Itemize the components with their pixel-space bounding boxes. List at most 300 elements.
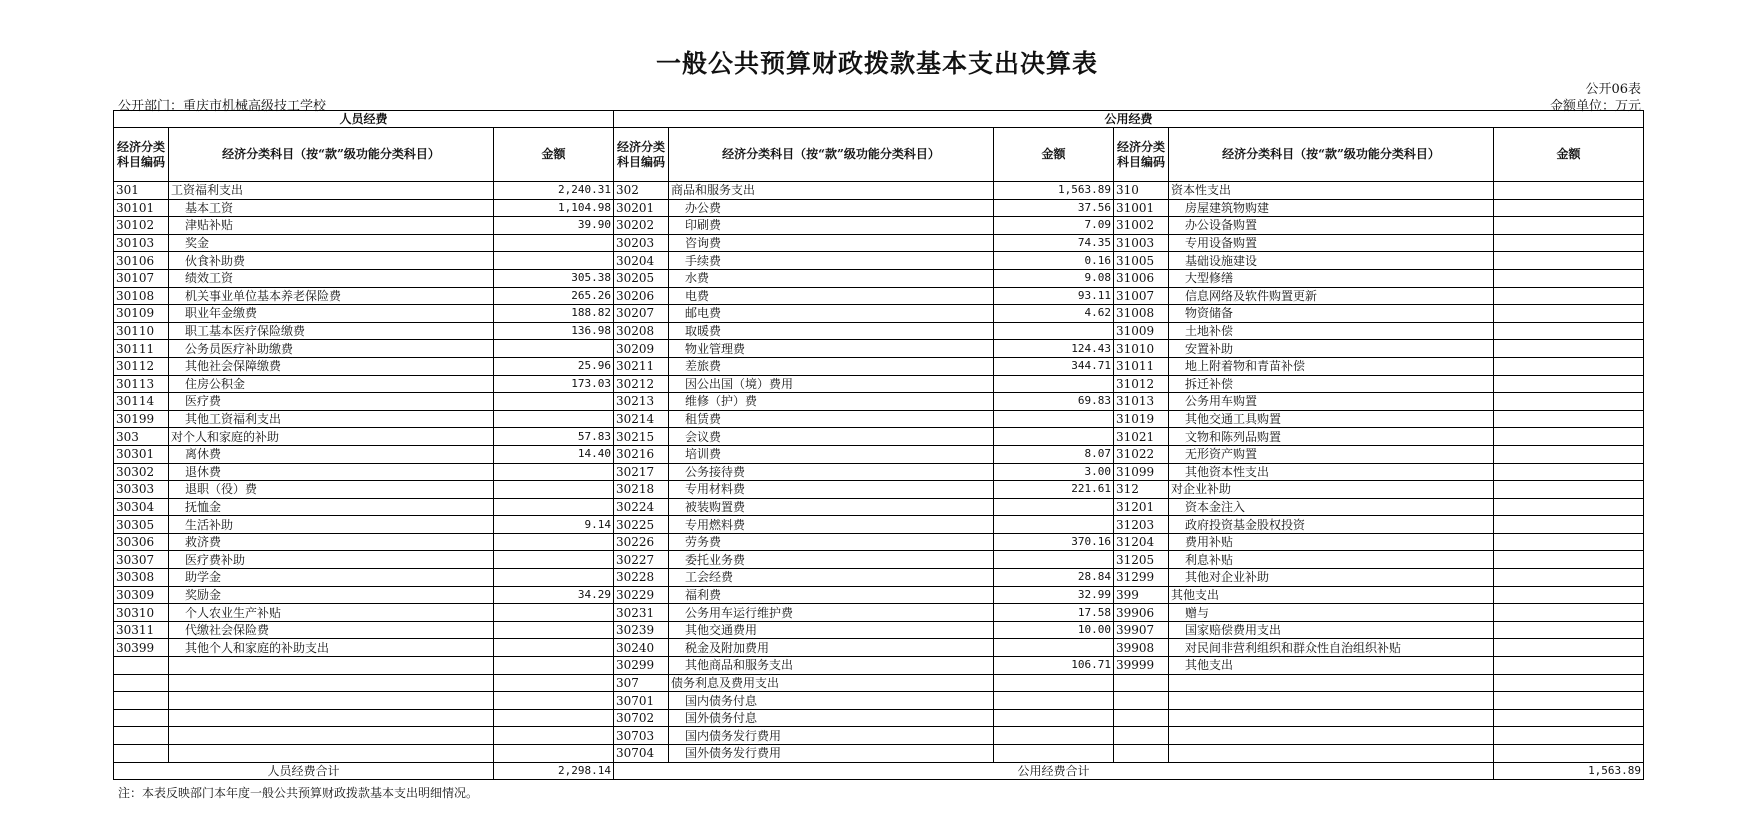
cell-name: 基础设施建设 — [1169, 252, 1494, 270]
cell-name — [169, 674, 494, 692]
cell-code: 30311 — [114, 621, 169, 639]
cell-name: 无形资产购置 — [1169, 445, 1494, 463]
cell-name: 劳务费 — [669, 533, 994, 551]
cell-name: 对民间非营利组织和群众性自治组织补贴 — [1169, 639, 1494, 657]
table-row — [114, 533, 1644, 551]
cell-code: 307 — [614, 674, 669, 692]
cell-amount — [1494, 199, 1644, 217]
cell-amount — [994, 498, 1114, 516]
cell-name — [1169, 727, 1494, 745]
cell-amount — [1494, 604, 1644, 622]
table-row — [114, 727, 1644, 745]
table-row — [114, 586, 1644, 604]
cell-amount — [494, 393, 614, 411]
cell-amount — [1494, 252, 1644, 270]
cell-code — [114, 674, 169, 692]
cell-amount — [494, 498, 614, 516]
cell-amount — [1494, 569, 1644, 587]
cell-code: 30216 — [614, 445, 669, 463]
cell-amount: 57.83 — [494, 428, 614, 446]
cell-amount — [1494, 269, 1644, 287]
cell-code — [114, 657, 169, 675]
table-row — [114, 745, 1644, 763]
cell-code: 30201 — [614, 199, 669, 217]
cell-amount — [994, 375, 1114, 393]
cell-amount — [1494, 393, 1644, 411]
cell-code — [1114, 709, 1169, 727]
cell-name: 其他资本性支出 — [1169, 463, 1494, 481]
cell-code: 30399 — [114, 639, 169, 657]
cell-name: 抚恤金 — [169, 498, 494, 516]
cell-amount: 14.40 — [494, 445, 614, 463]
cell-name: 地上附着物和青苗补偿 — [1169, 357, 1494, 375]
cell-amount — [994, 428, 1114, 446]
cell-code: 31012 — [1114, 375, 1169, 393]
cell-name: 国家赔偿费用支出 — [1169, 621, 1494, 639]
table-row — [114, 199, 1644, 217]
cell-name: 退职（役）费 — [169, 481, 494, 499]
cell-name: 公务接待费 — [669, 463, 994, 481]
cell-code: 30212 — [614, 375, 669, 393]
cell-name: 公务用车运行维护费 — [669, 604, 994, 622]
cell-name: 津贴补贴 — [169, 217, 494, 235]
cell-name: 税金及附加费用 — [669, 639, 994, 657]
table-code-label: 公开06表 — [1585, 82, 1641, 97]
cell-amount — [494, 252, 614, 270]
cell-name: 安置补助 — [1169, 340, 1494, 358]
table-row — [114, 252, 1644, 270]
cell-name: 救济费 — [169, 533, 494, 551]
cell-code: 31099 — [1114, 463, 1169, 481]
group-header-public: 公用经费 — [614, 111, 1644, 128]
cell-name: 差旅费 — [669, 357, 994, 375]
cell-amount — [1494, 428, 1644, 446]
cell-name: 工会经费 — [669, 569, 994, 587]
cell-code: 30107 — [114, 269, 169, 287]
cell-name: 专用材料费 — [669, 481, 994, 499]
cell-name: 绩效工资 — [169, 269, 494, 287]
cell-amount — [1494, 357, 1644, 375]
cell-name: 奖励金 — [169, 586, 494, 604]
cell-code: 30199 — [114, 410, 169, 428]
cell-amount — [494, 709, 614, 727]
col-header-name: 经济分类科目（按“款”级功能分类科目） — [1169, 128, 1494, 182]
cell-code: 30307 — [114, 551, 169, 569]
cell-code: 31003 — [1114, 234, 1169, 252]
cell-name: 取暖费 — [669, 322, 994, 340]
cell-amount — [1494, 498, 1644, 516]
cell-code: 310 — [1114, 182, 1169, 200]
cell-amount — [1494, 305, 1644, 323]
cell-amount — [994, 639, 1114, 657]
cell-amount — [994, 674, 1114, 692]
cell-name: 国内债务发行费用 — [669, 727, 994, 745]
cell-code: 30204 — [614, 252, 669, 270]
cell-amount: 1,563.89 — [994, 182, 1114, 200]
cell-code: 31201 — [1114, 498, 1169, 516]
total-public-value: 1,563.89 — [1494, 762, 1644, 780]
cell-code: 30101 — [114, 199, 169, 217]
cell-amount — [494, 410, 614, 428]
department-label: 公开部门：重庆市机械高级技工学校 — [118, 99, 327, 114]
cell-name: 债务利息及费用支出 — [669, 674, 994, 692]
cell-name: 其他工资福利支出 — [169, 410, 494, 428]
cell-amount — [1494, 445, 1644, 463]
cell-code: 31007 — [1114, 287, 1169, 305]
cell-name: 奖金 — [169, 234, 494, 252]
total-personnel-value: 2,298.14 — [494, 762, 614, 780]
cell-code: 30225 — [614, 516, 669, 534]
col-header-code: 经济分类科目编码 — [114, 128, 169, 182]
cell-code: 30110 — [114, 322, 169, 340]
cell-name: 专用燃料费 — [669, 516, 994, 534]
cell-name: 退休费 — [169, 463, 494, 481]
cell-code: 31203 — [1114, 516, 1169, 534]
table-row — [114, 445, 1644, 463]
cell-name: 国外债务付息 — [669, 709, 994, 727]
cell-amount: 8.07 — [994, 445, 1114, 463]
cell-name: 医疗费 — [169, 393, 494, 411]
cell-code: 30111 — [114, 340, 169, 358]
cell-name: 国内债务付息 — [669, 692, 994, 710]
cell-name: 职业年金缴费 — [169, 305, 494, 323]
cell-code — [1114, 692, 1169, 710]
unit-label: 金额单位：万元 — [1549, 99, 1641, 114]
footnote: 注：本表反映部门本年度一般公共预算财政拨款基本支出明细情况。 — [118, 786, 479, 800]
table-row — [114, 287, 1644, 305]
cell-amount: 17.58 — [994, 604, 1114, 622]
cell-name: 资本性支出 — [1169, 182, 1494, 200]
cell-amount: 344.71 — [994, 357, 1114, 375]
cell-code: 30310 — [114, 604, 169, 622]
cell-code: 30704 — [614, 745, 669, 763]
cell-code: 31002 — [1114, 217, 1169, 235]
cell-name: 福利费 — [669, 586, 994, 604]
expenditure-table — [113, 110, 1644, 780]
cell-name: 政府投资基金股权投资 — [1169, 516, 1494, 534]
cell-amount: 7.09 — [994, 217, 1114, 235]
table-row — [114, 692, 1644, 710]
cell-name — [169, 692, 494, 710]
cell-code: 31013 — [1114, 393, 1169, 411]
cell-name — [1169, 692, 1494, 710]
cell-name: 文物和陈列品购置 — [1169, 428, 1494, 446]
cell-amount: 173.03 — [494, 375, 614, 393]
cell-amount: 37.56 — [994, 199, 1114, 217]
cell-amount: 74.35 — [994, 234, 1114, 252]
table-row — [114, 234, 1644, 252]
cell-name: 其他支出 — [1169, 657, 1494, 675]
table-row — [114, 709, 1644, 727]
cell-code: 30299 — [614, 657, 669, 675]
cell-name: 其他商品和服务支出 — [669, 657, 994, 675]
cell-name: 信息网络及软件购置更新 — [1169, 287, 1494, 305]
col-header-amount: 金额 — [1494, 128, 1644, 182]
cell-amount — [1494, 639, 1644, 657]
cell-code: 399 — [1114, 586, 1169, 604]
cell-amount — [1494, 516, 1644, 534]
cell-name: 职工基本医疗保险缴费 — [169, 322, 494, 340]
table-row — [114, 516, 1644, 534]
cell-code — [1114, 727, 1169, 745]
cell-amount: 9.14 — [494, 516, 614, 534]
cell-code: 30228 — [614, 569, 669, 587]
cell-name: 利息补贴 — [1169, 551, 1494, 569]
cell-name: 个人农业生产补贴 — [169, 604, 494, 622]
cell-code: 30305 — [114, 516, 169, 534]
cell-amount — [494, 674, 614, 692]
cell-amount — [994, 745, 1114, 763]
cell-code: 31005 — [1114, 252, 1169, 270]
cell-code: 30215 — [614, 428, 669, 446]
table-row — [114, 357, 1644, 375]
cell-code: 30206 — [614, 287, 669, 305]
cell-code: 30301 — [114, 445, 169, 463]
cell-amount — [1494, 586, 1644, 604]
cell-code: 30217 — [614, 463, 669, 481]
cell-amount: 4.62 — [994, 305, 1114, 323]
cell-code: 31299 — [1114, 569, 1169, 587]
cell-amount — [994, 551, 1114, 569]
cell-code: 312 — [1114, 481, 1169, 499]
total-personnel-label: 人员经费合计 — [114, 762, 494, 780]
cell-amount — [494, 569, 614, 587]
cell-amount: 188.82 — [494, 305, 614, 323]
cell-name: 物业管理费 — [669, 340, 994, 358]
cell-amount — [1494, 657, 1644, 675]
cell-code: 30231 — [614, 604, 669, 622]
cell-name: 医疗费补助 — [169, 551, 494, 569]
cell-amount — [494, 604, 614, 622]
cell-code — [114, 709, 169, 727]
cell-code: 30229 — [614, 586, 669, 604]
cell-amount: 370.16 — [994, 533, 1114, 551]
cell-amount: 305.38 — [494, 269, 614, 287]
col-header-name: 经济分类科目（按“款”级功能分类科目） — [169, 128, 494, 182]
cell-amount — [1494, 533, 1644, 551]
cell-code: 30226 — [614, 533, 669, 551]
table-row — [114, 217, 1644, 235]
cell-name: 商品和服务支出 — [669, 182, 994, 200]
cell-amount — [494, 340, 614, 358]
table-body — [114, 182, 1644, 763]
cell-amount: 34.29 — [494, 586, 614, 604]
cell-code: 31009 — [1114, 322, 1169, 340]
cell-amount — [494, 727, 614, 745]
cell-amount — [994, 322, 1114, 340]
table-row — [114, 393, 1644, 411]
table-row — [114, 604, 1644, 622]
cell-code: 30702 — [614, 709, 669, 727]
table-row — [114, 463, 1644, 481]
cell-name: 办公费 — [669, 199, 994, 217]
cell-name — [1169, 674, 1494, 692]
table-row — [114, 657, 1644, 675]
table-row — [114, 621, 1644, 639]
cell-amount: 221.61 — [994, 481, 1114, 499]
cell-name: 伙食补助费 — [169, 252, 494, 270]
cell-amount: 69.83 — [994, 393, 1114, 411]
cell-code — [1114, 674, 1169, 692]
cell-amount: 2,240.31 — [494, 182, 614, 200]
cell-name: 培训费 — [669, 445, 994, 463]
cell-name: 国外债务发行费用 — [669, 745, 994, 763]
cell-code: 30213 — [614, 393, 669, 411]
cell-amount — [494, 551, 614, 569]
cell-code: 303 — [114, 428, 169, 446]
cell-code: 30240 — [614, 639, 669, 657]
cell-name: 印刷费 — [669, 217, 994, 235]
cell-name: 拆迁补偿 — [1169, 375, 1494, 393]
cell-name — [1169, 709, 1494, 727]
cell-name: 办公设备购置 — [1169, 217, 1494, 235]
cell-amount: 0.16 — [994, 252, 1114, 270]
cell-name: 工资福利支出 — [169, 182, 494, 200]
cell-amount — [1494, 481, 1644, 499]
cell-name: 维修（护）费 — [669, 393, 994, 411]
table-row — [114, 305, 1644, 323]
cell-name: 生活补助 — [169, 516, 494, 534]
cell-code: 30227 — [614, 551, 669, 569]
cell-name — [169, 709, 494, 727]
cell-amount — [1494, 463, 1644, 481]
cell-code: 30106 — [114, 252, 169, 270]
cell-code — [114, 727, 169, 745]
cell-code: 39999 — [1114, 657, 1169, 675]
cell-name: 机关事业单位基本养老保险费 — [169, 287, 494, 305]
cell-name: 其他支出 — [1169, 586, 1494, 604]
col-header-code: 经济分类科目编码 — [1114, 128, 1169, 182]
cell-amount: 39.90 — [494, 217, 614, 235]
cell-amount: 124.43 — [994, 340, 1114, 358]
col-header-amount: 金额 — [994, 128, 1114, 182]
cell-code: 31019 — [1114, 410, 1169, 428]
col-header-code: 经济分类科目编码 — [614, 128, 669, 182]
cell-amount — [1494, 745, 1644, 763]
cell-name: 因公出国（境）费用 — [669, 375, 994, 393]
cell-name: 手续费 — [669, 252, 994, 270]
cell-amount: 3.00 — [994, 463, 1114, 481]
cell-amount: 136.98 — [494, 322, 614, 340]
cell-code: 39906 — [1114, 604, 1169, 622]
cell-code: 30112 — [114, 357, 169, 375]
cell-name: 邮电费 — [669, 305, 994, 323]
cell-amount — [994, 410, 1114, 428]
cell-name: 其他社会保障缴费 — [169, 357, 494, 375]
cell-amount — [1494, 287, 1644, 305]
cell-name: 水费 — [669, 269, 994, 287]
cell-name: 离休费 — [169, 445, 494, 463]
cell-code: 31008 — [1114, 305, 1169, 323]
cell-name: 租赁费 — [669, 410, 994, 428]
cell-code — [114, 692, 169, 710]
cell-name: 其他交通费用 — [669, 621, 994, 639]
cell-code: 31205 — [1114, 551, 1169, 569]
cell-amount — [1494, 709, 1644, 727]
cell-name: 费用补贴 — [1169, 533, 1494, 551]
cell-name: 咨询费 — [669, 234, 994, 252]
cell-amount: 1,104.98 — [494, 199, 614, 217]
cell-code: 30302 — [114, 463, 169, 481]
cell-code: 30207 — [614, 305, 669, 323]
cell-code: 30209 — [614, 340, 669, 358]
cell-code: 302 — [614, 182, 669, 200]
cell-code: 30308 — [114, 569, 169, 587]
cell-amount — [994, 692, 1114, 710]
cell-code: 30103 — [114, 234, 169, 252]
cell-name: 物资储备 — [1169, 305, 1494, 323]
cell-name: 基本工资 — [169, 199, 494, 217]
cell-code: 30701 — [614, 692, 669, 710]
table-row — [114, 498, 1644, 516]
table-row — [114, 340, 1644, 358]
cell-amount — [494, 657, 614, 675]
cell-name: 资本金注入 — [1169, 498, 1494, 516]
cell-amount — [494, 639, 614, 657]
cell-code: 39907 — [1114, 621, 1169, 639]
cell-code: 31006 — [1114, 269, 1169, 287]
cell-amount: 10.00 — [994, 621, 1114, 639]
cell-amount — [494, 621, 614, 639]
cell-name — [169, 657, 494, 675]
cell-amount: 9.08 — [994, 269, 1114, 287]
table-row — [114, 481, 1644, 499]
cell-name: 助学金 — [169, 569, 494, 587]
cell-amount — [1494, 674, 1644, 692]
cell-name: 会议费 — [669, 428, 994, 446]
group-header-personnel: 人员经费 — [114, 111, 614, 128]
cell-code: 30306 — [114, 533, 169, 551]
cell-name: 其他交通工具购置 — [1169, 410, 1494, 428]
cell-code: 39908 — [1114, 639, 1169, 657]
cell-amount — [494, 234, 614, 252]
cell-code: 30203 — [614, 234, 669, 252]
cell-name: 其他对企业补助 — [1169, 569, 1494, 587]
cell-name: 其他个人和家庭的补助支出 — [169, 639, 494, 657]
table-row — [114, 569, 1644, 587]
cell-name: 赠与 — [1169, 604, 1494, 622]
cell-code: 30218 — [614, 481, 669, 499]
cell-name: 委托业务费 — [669, 551, 994, 569]
cell-amount — [1494, 234, 1644, 252]
cell-name: 住房公积金 — [169, 375, 494, 393]
table-row — [114, 410, 1644, 428]
cell-code — [114, 745, 169, 763]
cell-name: 大型修缮 — [1169, 269, 1494, 287]
cell-amount — [1494, 692, 1644, 710]
cell-code: 30224 — [614, 498, 669, 516]
cell-code: 30239 — [614, 621, 669, 639]
table-row — [114, 375, 1644, 393]
cell-code: 31021 — [1114, 428, 1169, 446]
cell-code: 30202 — [614, 217, 669, 235]
cell-amount: 106.71 — [994, 657, 1114, 675]
cell-name: 对个人和家庭的补助 — [169, 428, 494, 446]
cell-name: 电费 — [669, 287, 994, 305]
cell-code: 301 — [114, 182, 169, 200]
cell-amount: 32.99 — [994, 586, 1114, 604]
cell-amount — [1494, 410, 1644, 428]
cell-amount — [1494, 340, 1644, 358]
cell-code: 30703 — [614, 727, 669, 745]
cell-name — [169, 745, 494, 763]
cell-amount — [494, 692, 614, 710]
cell-amount — [1494, 621, 1644, 639]
cell-code — [1114, 745, 1169, 763]
cell-name: 房屋建筑物购建 — [1169, 199, 1494, 217]
table-row — [114, 428, 1644, 446]
cell-amount — [1494, 727, 1644, 745]
